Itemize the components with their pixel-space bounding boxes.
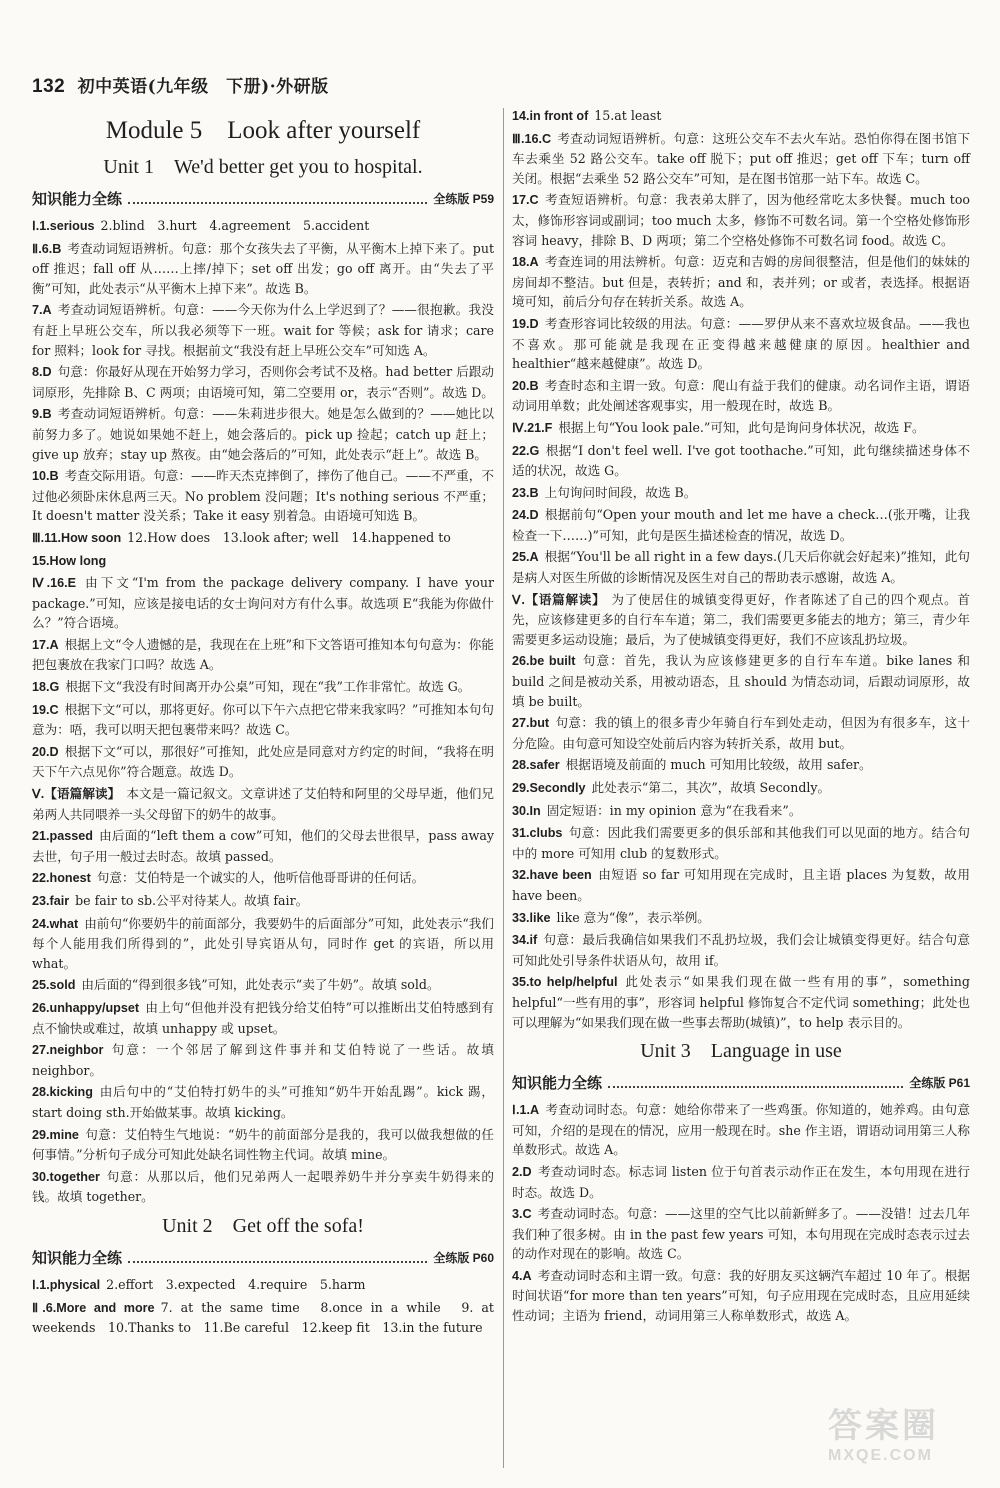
dotted-leader	[128, 202, 427, 204]
answer-key: 21.passed	[32, 829, 93, 844]
answer-key: 28.kicking	[32, 1085, 93, 1100]
answer-key: 8.D	[32, 365, 52, 380]
answer-item	[32, 1082, 494, 1122]
answer-explanation: 根据上句“You look pale.”可知，此句是询问身体状况，故选 F。	[558, 419, 925, 435]
answer-key: 19.C	[32, 702, 59, 717]
answer-explanation: 7. at the same time 8.once in a while 9. at weekends 10.Thanks to 11.Be careful 12.keep fit 13.in the future	[32, 1299, 494, 1336]
answer-explanation: 根据下文“可以，那将更好。你可以下午六点把它带来我家吗？”可推知本句句意为：唔，我可以明天把包裹带来吗？故选 C。	[32, 701, 494, 738]
answer-key: 18.G	[32, 680, 60, 695]
section-heading-unit3	[512, 1072, 970, 1094]
answer-key: 30.In	[512, 803, 541, 818]
section-ref: 全练版 P60	[433, 1250, 494, 1265]
watermark-url: MXQE.COM	[828, 1447, 933, 1464]
answer-key: 35.to help/helpful	[512, 975, 618, 990]
answer-item	[512, 930, 970, 970]
answer-key: Ⅱ.6.More and more	[32, 1300, 155, 1315]
answer-explanation: 考查动词时态。句意：她给你带来了一些鸡蛋。你知道的，她养鸡。由句意可知，介绍的是现在的情况，应用一般现在时。she 作主语，谓语动词用第三人称单数形式。故选 A。	[512, 1102, 970, 1158]
page-number: 132	[32, 76, 66, 97]
answer-item	[512, 376, 970, 416]
answer-explanation: 句意：我的镇上的很多青少年骑自行车到处走动，但因为有很多车，这十分危险。由句意可知设空处前后内容为转折关系，故用 but。	[512, 715, 970, 751]
answer-explanation: 此处表示“如果我们现在做一些有用的事”，something helpful“一些有用的事”，形容词 helpful 修饰复合不定代词 something；此处也可以理解为“如果我们现在做一些事去帮助(城镇)”，to help 表示目的。	[512, 974, 970, 1030]
answer-explanation: like 意为“像”，表示举例。	[556, 909, 710, 925]
answer-explanation: 考查形容词比较级的用法。句意：——罗伊从来不喜欢垃圾食品。——我也不喜欢。那可能就是我现在正变得越来越健康的原因。healthier and healthier“越来越健康”。故选 D。	[512, 315, 970, 372]
answer-item	[512, 547, 970, 587]
answer-key: 22.G	[512, 443, 540, 458]
answer-item	[32, 784, 494, 824]
answer-explanation: 句意：艾伯特生气地说：“奶牛的前面部分是我的，我可以做我想做的任何事情。”分析句子成分可知此处缺名词性物主代词。故填 mine。	[32, 1126, 494, 1163]
answer-key: 15.How long	[32, 553, 107, 568]
answer-explanation: 2.effort 3.expected 4.require 5.harm	[106, 1276, 366, 1292]
answer-explanation: 此处表示“第二，其次”，故填 Secondly。	[591, 780, 831, 795]
answer-item	[512, 590, 970, 650]
answer-item	[512, 252, 970, 312]
answer-item	[32, 677, 494, 698]
answer-explanation: 考查连词的用法辨析。句意：迈克和吉姆的房间很整洁，但是他们的妹妹的房间却不整洁。but 但是，表转折；and 和，表并列；or 或者，表选择。根据语境可知，前后分句存在转折关系。故选 A。	[512, 254, 970, 310]
answer-key: 17.A	[32, 637, 59, 652]
answer-explanation: 根据下文“可以，那很好”可推知，此处应是同意对方约定的时间，“我将在明天下午六点见你”符合题意。故选 D。	[32, 743, 494, 780]
answer-item	[512, 483, 970, 504]
answer-item	[512, 190, 970, 250]
answer-item	[512, 129, 970, 189]
answer-key: Ⅲ.16.C	[512, 131, 552, 146]
answer-explanation: 考查动词时态。标志词 listen 位于句首表示动作正在发生，本句用现在进行时态。故选 D。	[512, 1163, 970, 1200]
section-label: 知识能力全练	[32, 1248, 123, 1267]
answer-explanation: 由短语 so far 可知用现在完成时，且主语 places 为复数，故用 have been。	[512, 867, 970, 903]
answer-key: 7.A	[32, 303, 52, 318]
answer-explanation: 考查动词短语辨析。句意：——今天你为什么上学迟到了？——很抱歉。我没有赶上早班公交车，所以我必须等下一班。wait for 等候；ask for 请求；care for 照料；look for 寻找。根据前文“我没有赶上早班公交车”可知选 A。	[32, 302, 494, 358]
answer-item	[512, 418, 970, 439]
answer-item	[512, 651, 970, 711]
answer-item	[32, 891, 494, 912]
answer-key: 30.together	[32, 1169, 100, 1184]
right-column	[512, 106, 970, 1328]
book-title: 初中英语(九年级 下册)·外研版	[77, 77, 329, 97]
answer-explanation: 为了使居住的城镇变得更好，作者陈述了自己的四个观点。首先，应该修建更多的自行车车道；第二，我们需要更多能去的地方；第三，青少年需要更多运动设施；最后，为了使城镇变得更好，我们不应该乱扔垃圾。	[512, 591, 970, 647]
answer-list-unit2-cont	[512, 106, 970, 1032]
left-column	[32, 110, 494, 1340]
answer-key: 17.C	[512, 193, 539, 208]
answer-item	[512, 972, 970, 1032]
answer-key: 24.what	[32, 916, 79, 931]
answer-key: 29.Secondly	[512, 781, 586, 795]
answer-item	[32, 404, 494, 464]
answer-item	[32, 1275, 494, 1296]
answer-explanation: 上句询问时间段，故选 B。	[544, 484, 697, 500]
answer-item	[512, 801, 970, 822]
answer-explanation: 根据语境及前面的 much 可知用比较级，故用 safer。	[565, 757, 872, 773]
answer-item	[512, 713, 970, 753]
answer-explanation: 12.How does 13.look after; well 14.happened to	[127, 529, 451, 545]
answer-key: 4.A	[512, 1268, 532, 1283]
answer-item	[512, 314, 970, 374]
answer-item	[32, 826, 494, 866]
answer-key: 31.clubs	[512, 826, 563, 841]
answer-key: 29.mine	[32, 1127, 79, 1142]
answer-explanation: 句意：艾伯特是一个诚实的人，他听信他哥哥讲的任何话。	[96, 870, 425, 886]
unit-3-title: Unit 3 Language in use	[640, 1040, 842, 1063]
answer-list-unit2	[32, 1275, 494, 1338]
answer-explanation: 由前句“你要奶牛的前面部分，我要奶牛的后面部分”可知，此处表示“我们每个人能用我们所得到的”，此处引导宾语从句，同时作 get 的宾语，所以用 what。	[32, 915, 494, 971]
answer-explanation: 固定短语：in my opinion 意为“在我看来”。	[546, 802, 802, 818]
answer-key: 23.fair	[32, 894, 70, 908]
answer-item	[32, 914, 494, 974]
answer-key: 20.B	[512, 378, 539, 393]
answer-key: 32.have been	[512, 868, 592, 883]
answer-item	[32, 362, 494, 402]
answer-key: 25.sold	[32, 978, 76, 993]
answer-item	[32, 868, 494, 889]
answer-explanation: 考查时态和主谓一致。句意：爬山有益于我们的健康。动名词作主语，谓语动词用单数；此处阐述客观事实，用一般现在时，故选 B。	[512, 377, 970, 414]
answer-explanation: 考查动词短语辨析。句意：这班公交车不去火车站。恐怕你得在图书馆下车去乘坐 52 路公交车。take off 脱下；put off 推迟；get off 下车；turn off 关闭。根据“去乘坐 52 路公交车”可知，是在图书馆那一站下车。故选 C。	[512, 130, 970, 186]
answer-explanation: 15.at least	[594, 108, 662, 123]
section-heading-unit1	[32, 188, 494, 210]
answer-key: Ⅳ.21.F	[512, 420, 553, 435]
answer-key: 10.B	[32, 469, 59, 484]
answer-item	[32, 1167, 494, 1207]
answer-explanation: 考查动词短语辨析。句意：那个女孩失去了平衡，从平衡木上掉下来了。put off 推迟；fall off 从……上摔/掉下；set off 出发；go off 离开。由“失去了平衡”可知，此处表示“从平衡木上掉下来”。故选 B。	[32, 240, 495, 296]
answer-key: 9.B	[32, 407, 52, 422]
watermark-logo	[828, 1398, 978, 1470]
answer-key: 2.D	[512, 1164, 532, 1179]
section-ref: 全练版 P61	[909, 1076, 970, 1091]
answer-key: Ⅴ.【语篇解读】	[512, 592, 606, 607]
answer-item	[512, 778, 970, 799]
answer-key: 25.A	[512, 550, 539, 565]
answer-explanation: 考查动词短语辨析。句意：——朱莉进步很大。她是怎么做到的？——她比以前努力多了。她说如果她不赶上，她会落后的。pick up 捡起；catch up 赶上；give up 放弃；stay up 熬夜。由“她会落后的”可知，此处表示“赶上”。故选 B。	[32, 406, 494, 462]
answer-item	[32, 975, 494, 996]
answer-item	[32, 700, 494, 740]
answer-list-unit3	[512, 1100, 970, 1326]
answer-key: 28.safer	[512, 758, 560, 773]
answer-explanation: 句意：因此我们需要更多的俱乐部和其他我们可以见面的地方。结合句中的 more 可知用 club 的复数形式。	[512, 825, 970, 861]
answer-explanation: 考查短语辨析。句意：我表弟太胖了，因为他经常吃太多快餐。much too 太，修饰形容词或副词；too much 太多，修饰不可数名词。第一个空格处修饰形容词 heavy，排除 B、D 两项；第二个空格处修饰不可数名词 food。故选 C。	[512, 192, 970, 248]
answer-key: 23.B	[512, 485, 539, 500]
unit-1-title: Unit 1 We'd better get you to hospital.	[103, 156, 423, 178]
answer-explanation: 根据“You'll be all right in a few days.(几天后你就会好起来)”推知，此句是病人对医生所做的诊断情况及医生对自己的帮助表示感谢，故选 A。	[512, 549, 970, 586]
answer-item	[32, 998, 494, 1038]
unit-2-title: Unit 2 Get off the sofa!	[162, 1214, 364, 1237]
answer-key: Ⅰ.1.A	[512, 1103, 540, 1118]
answer-explanation: 根据“I don't feel well. I've got toothache.”可知，此句继续描述身体不适的状况，故选 G。	[512, 442, 970, 479]
section-heading-unit2	[32, 1247, 494, 1269]
answer-key: 33.like	[512, 910, 551, 925]
answer-item	[32, 551, 494, 572]
answer-item	[512, 908, 970, 929]
answer-explanation: 句意：一个邻居了解到这件事并和艾伯特说了一些话。故填 neighbor。	[32, 1042, 494, 1078]
answer-explanation: 考查动词时态。句意：——这里的空气比以前新鲜多了。——没错！过去几年我们种了很多树。由 in the past few years 可知，本句用现在完成时态表示过去的动作对现在的影响。故选 C。	[512, 1206, 970, 1262]
answer-key: Ⅰ.1.physical	[32, 1277, 101, 1292]
answer-item	[32, 300, 494, 360]
answer-explanation: 本文是一篇记叙文。文章讲述了艾伯特和阿里的父母早逝，他们兄弟两人共同喂养一头父母留下的奶牛的故事。	[32, 786, 494, 822]
answer-key: 18.A	[512, 255, 539, 270]
answer-explanation: 考查交际用语。句意：——昨天杰克摔倒了，摔伤了他自己。——不严重，不过他必须卧床休息两三天。No problem 没问题；It's nothing serious 不严重；It doesn't matter 没关系；Take it easy 别着急。由语境可知选 B。	[32, 468, 494, 524]
answer-key: 3.C	[512, 1207, 532, 1222]
answer-item	[512, 865, 970, 905]
answer-item	[32, 742, 494, 782]
answer-explanation: be fair to sb.公平对待某人。故填 fair。	[75, 893, 309, 908]
answer-explanation: 根据上文“令人遗憾的是，我现在在上班”和下文答语可推知本句句意为：你能把包裹放在我家门口吗？故选 A。	[32, 636, 494, 673]
answer-item	[32, 466, 494, 526]
watermark-text: 答案圈	[828, 1407, 939, 1445]
answer-key: 27.neighbor	[32, 1043, 104, 1058]
dotted-leader	[128, 1261, 427, 1263]
answer-item	[32, 573, 494, 633]
answer-key: Ⅳ.16.E	[32, 576, 77, 591]
section-label: 知识能力全练	[512, 1074, 603, 1093]
answer-explanation: 根据前句“Open your mouth and let me have a check…(张开嘴，让我检查一下……)”可知，此句是医生描述检查的情况，故选 D。	[512, 507, 970, 543]
answer-explanation: 由上句“但他并没有把钱分给艾伯特”可以推断出艾伯特感到有点不愉快或难过，故填 unhappy 或 upset。	[32, 999, 494, 1036]
answer-key: Ⅱ.6.B	[32, 241, 62, 256]
answer-item	[512, 1100, 970, 1160]
answer-key: 19.D	[512, 316, 539, 331]
answer-key: 34.if	[512, 933, 538, 948]
answer-list-unit1	[32, 216, 494, 1207]
answer-item	[32, 635, 494, 675]
answer-item	[32, 239, 494, 299]
answer-key: 14.in front of	[512, 109, 589, 123]
answer-explanation: 由后面的“得到很多钱”可知，此处表示“卖了牛奶”。故填 sold。	[81, 977, 440, 993]
answer-explanation: 句意：你最好从现在开始努力学习，否则你会考试不及格。had better 后跟动词原形，先排除 B、C 两项；由语境可知，第二空要用 or，表示“否则”。故选 D。	[32, 364, 494, 400]
answer-key: 26.unhappy/upset	[32, 1000, 140, 1015]
answer-key: 27.but	[512, 716, 550, 731]
answer-item	[32, 216, 494, 237]
answer-explanation: 由下文“I'm from the package delivery company. I have your package.”可知，应该是接电话的女士询问对方有什么事。故选项 E“我能为你做什么？”符合语境。	[32, 575, 495, 631]
answer-item	[32, 1125, 494, 1165]
answer-explanation: 句意：最后我确信如果我们不乱扔垃圾，我们会让城镇变得更好。结合句意可知此处引导条件状语从句，故用 if。	[512, 932, 970, 968]
answer-item	[512, 1204, 970, 1264]
answer-item	[512, 1162, 970, 1202]
answer-explanation: 句意：从那以后，他们兄弟两人一起喂养奶牛并分享卖牛奶得来的钱。故填 together。	[32, 1168, 494, 1205]
answer-key: Ⅰ.1.serious	[32, 219, 95, 233]
answer-item	[32, 528, 494, 549]
answer-key: Ⅲ.11.How soon	[32, 530, 122, 545]
answer-item	[512, 505, 970, 545]
answer-explanation: 考查动词时态和主谓一致。句意：我的好朋友买这辆汽车超过 10 年了。根据时间状语“for more than ten years”可知，句子应用现在完成时态，且应用延续性动词；主语为 friend，动词用第三人称单数形式，故选 A。	[512, 1267, 970, 1324]
answer-key: 24.D	[512, 508, 539, 523]
answer-explanation: 由后面的“left them a cow”可知，他们的父母去世很早，pass away 去世，句子用一般过去时态。故填 passed。	[32, 828, 494, 864]
answer-item	[32, 1298, 494, 1338]
answer-key: Ⅴ.【语篇解读】	[32, 787, 121, 802]
section-label: 知识能力全练	[32, 190, 123, 208]
answer-explanation: 根据下文“我没有时间离开办公桌”可知，现在“我”工作非常忙。故选 G。	[65, 679, 471, 695]
dotted-leader	[608, 1086, 903, 1088]
answer-item	[512, 441, 970, 481]
answer-item	[512, 823, 970, 863]
answer-explanation: 2.blind 3.hurt 4.agreement 5.accident	[100, 218, 370, 233]
page-header	[32, 72, 492, 100]
answer-key: 26.be built	[512, 654, 576, 669]
answer-item	[512, 755, 970, 776]
section-ref: 全练版 P59	[433, 192, 494, 206]
answer-key: 20.D	[32, 744, 59, 759]
answer-explanation: 由后句中的“艾伯特打奶牛的头”可推知“奶牛开始乱踢”。kick 踢，start doing sth.开始做某事。故填 kicking。	[32, 1084, 494, 1120]
answer-key: 22.honest	[32, 871, 91, 886]
answer-item	[512, 106, 970, 127]
answer-explanation: 句意：首先，我认为应该修建更多的自行车车道。bike lanes 和 build 之间是被动关系，用被动语态，且 should 为情态动词，后跟动词原形，故填 be built。	[512, 653, 970, 709]
column-divider	[503, 108, 504, 1468]
answer-item	[32, 1040, 494, 1080]
module-title: Module 5 Look after yourself	[105, 117, 421, 144]
answer-item	[512, 1266, 970, 1326]
